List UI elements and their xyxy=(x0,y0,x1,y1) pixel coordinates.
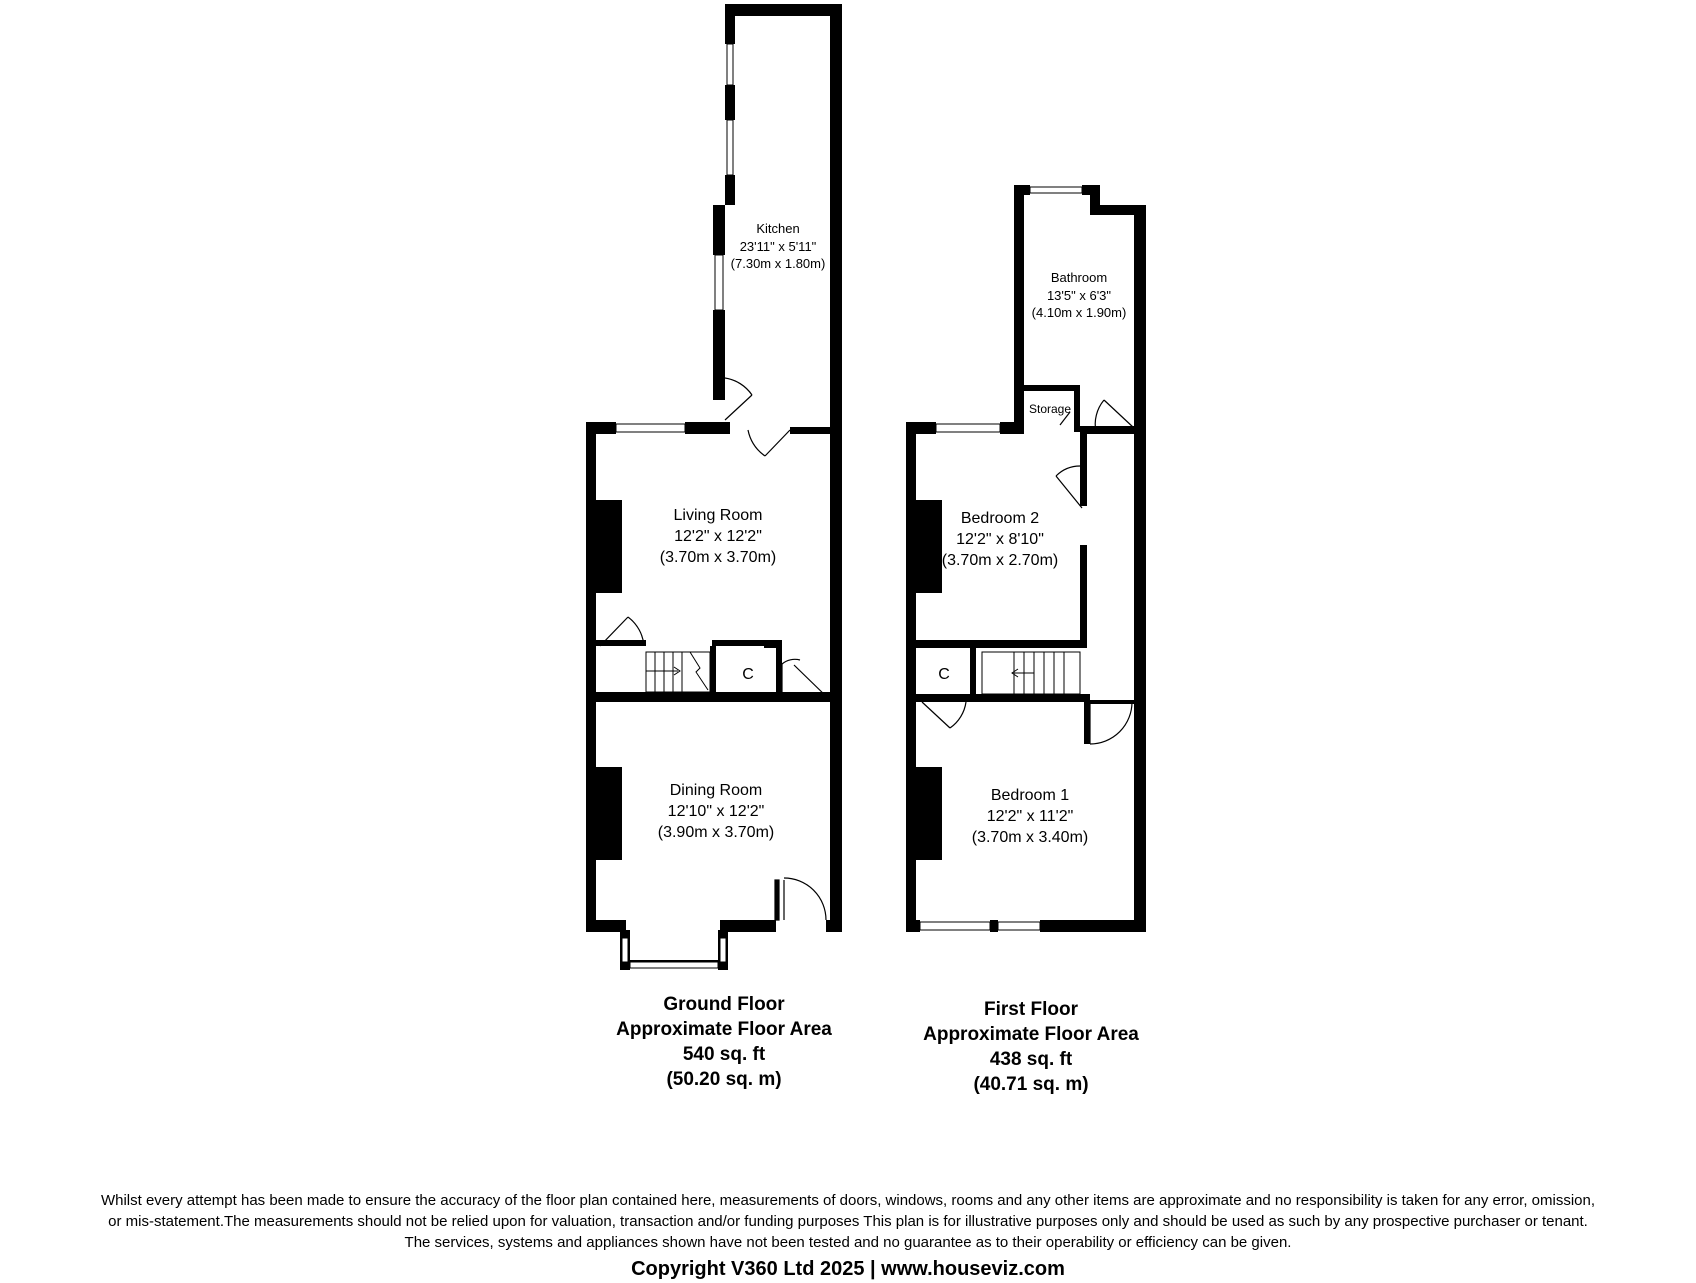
ground-chimney-breasts xyxy=(596,500,622,860)
room-size-metric-kitchen: (7.30m x 1.80m) xyxy=(730,256,826,271)
room-size-metric-bedroom-2: (3.70m x 2.70m) xyxy=(941,552,1059,569)
ground-floor-caption xyxy=(564,992,884,1092)
first-floor-area-imperial: 438 sq. ft xyxy=(989,1049,1073,1070)
ground-stairs xyxy=(646,652,710,692)
room-name-kitchen: Kitchen xyxy=(756,221,800,236)
dining-bay-windows xyxy=(622,938,726,968)
living-room-window xyxy=(616,424,685,432)
disclaimer-line-2: or mis-statement.The measurements should not be relied upon for valuation, transaction and/or funding purposes This plan is for illustrative purposes only and should be used as such by any prospective purchaser or tenant. xyxy=(108,1213,1588,1230)
first-floor-caption xyxy=(871,997,1191,1097)
first-floor-plan xyxy=(906,185,1146,932)
first-floor-title: First Floor xyxy=(984,999,1078,1020)
first-floor-subtitle: Approximate Floor Area xyxy=(923,1024,1139,1045)
disclaimer-line-1: Whilst every attempt has been made to ensure the accuracy of the floor plan contained here, measurements of doors, windows, rooms and any other items are approximate and no responsibility is taken for any error, omission, xyxy=(100,1192,1596,1209)
first-cupboard-label: C xyxy=(938,666,950,683)
room-size-imperial-kitchen: 23'11" x 5'11" xyxy=(739,239,817,254)
ground-floor-title: Ground Floor xyxy=(663,994,785,1015)
disclaimer-line-3: The services, systems and appliances shown have not been tested and no guarantee as to their operability or efficiency can be given. xyxy=(404,1234,1292,1251)
room-size-imperial-living-room: 12'2" x 12'2" xyxy=(674,528,762,545)
ground-floor-area-metric: (50.20 sq. m) xyxy=(666,1069,782,1090)
room-name-bedroom-2: Bedroom 2 xyxy=(960,510,1040,527)
room-size-imperial-bathroom: 13'5" x 6'3" xyxy=(1046,288,1112,303)
storage-cupboard xyxy=(1024,385,1080,432)
room-name-bedroom-1: Bedroom 1 xyxy=(990,787,1070,804)
bedroom-2-door xyxy=(1056,466,1082,508)
first-floor-area-metric: (40.71 sq. m) xyxy=(973,1074,1089,1095)
room-size-imperial-bedroom-1: 12'2" x 11'2" xyxy=(986,808,1074,825)
room-size-imperial-dining-room: 12'10" x 12'2" xyxy=(667,803,765,820)
first-cupboard-door xyxy=(922,702,966,728)
room-size-metric-living-room: (3.70m x 3.70m) xyxy=(659,549,777,566)
ground-floor-plan xyxy=(586,4,842,970)
first-stairs xyxy=(982,652,1080,694)
ground-floor-subtitle: Approximate Floor Area xyxy=(616,1019,832,1040)
copyright-notice: Copyright V360 Ltd 2025 | www.houseviz.com xyxy=(631,1258,1065,1280)
bathroom-window xyxy=(1030,187,1082,193)
room-size-metric-bedroom-1: (3.70m x 3.40m) xyxy=(971,829,1089,846)
ground-cupboard-label: C xyxy=(742,666,754,683)
room-size-imperial-bedroom-2: 12'2" x 8'10" xyxy=(956,531,1044,548)
ground-floor-area-imperial: 540 sq. ft xyxy=(682,1044,766,1065)
room-name-living-room: Living Room xyxy=(673,507,763,524)
bedroom-1-door xyxy=(1090,702,1132,744)
room-name-bathroom: Bathroom xyxy=(1050,270,1108,285)
room-size-metric-bathroom: (4.10m x 1.90m) xyxy=(1031,305,1127,320)
dining-room-door xyxy=(775,878,826,920)
kitchen-door xyxy=(725,378,752,420)
bedroom-2-walls xyxy=(916,426,1134,744)
disclaimer xyxy=(0,1190,1696,1283)
room-name-dining-room: Dining Room xyxy=(669,782,763,799)
storage-label: Storage xyxy=(1028,402,1072,416)
ground-partition-walls xyxy=(596,640,830,702)
room-size-metric-dining-room: (3.90m x 3.70m) xyxy=(657,824,775,841)
living-room-door xyxy=(748,430,790,456)
